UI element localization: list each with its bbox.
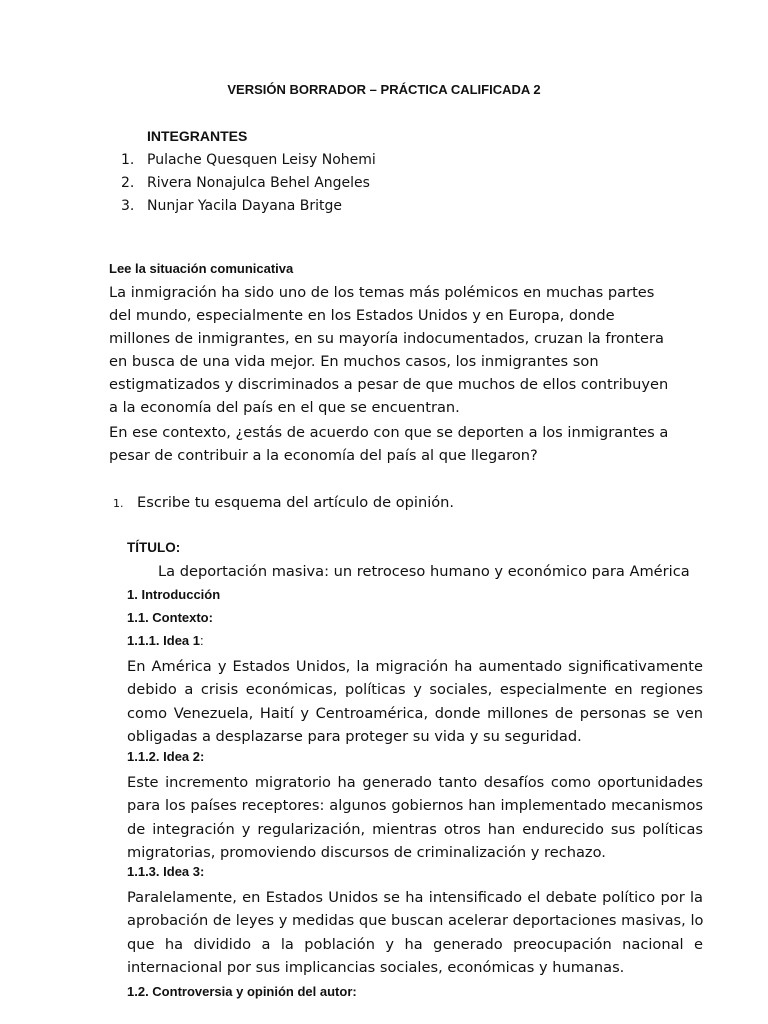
- outline-title-label: TÍTULO:: [127, 540, 181, 555]
- paragraph-line: de integración y regularización, mientras otros han endurecido sus políticas: [127, 820, 703, 838]
- paragraph-line: En América y Estados Unidos, la migración ha aumentado significativamente: [127, 658, 703, 675]
- situation-line: millones de inmigrantes, en su mayoría indocumentados, cruzan la frontera: [109, 330, 664, 347]
- section-idea-2: 1.1.2. Idea 2:: [127, 749, 205, 764]
- members-heading: INTEGRANTES: [147, 128, 248, 144]
- situation-line: En ese contexto, ¿estás de acuerdo con que se deporten a los inmigrantes a: [109, 424, 669, 441]
- question-item: [113, 494, 454, 511]
- paragraph-line: migratorias, promoviendo discursos de criminalización y rechazo.: [127, 843, 606, 861]
- question-text: Escribe tu esquema del artículo de opinión.: [137, 494, 455, 511]
- document-title: VERSIÓN BORRADOR – PRÁCTICA CALIFICADA 2: [227, 82, 541, 97]
- section-context: 1.1. Contexto:: [127, 610, 213, 625]
- situation-line: pesar de contribuir a la economía del país al que llegaron?: [109, 447, 538, 464]
- member-number: 3.: [121, 198, 135, 214]
- situation-heading: Lee la situación comunicativa: [109, 261, 294, 276]
- member-name: Rivera Nonajulca Behel Angeles: [147, 175, 370, 191]
- idea-2-paragraph: [127, 771, 703, 864]
- member-name: Nunjar Yacila Dayana Britge: [147, 198, 342, 214]
- section-introduction: 1. Introducción: [127, 587, 221, 602]
- paragraph-line: debido a crisis económicas, políticas y sociales, especialmente en regiones: [127, 681, 703, 699]
- idea-1-colon: :: [200, 633, 204, 648]
- paragraph-line: para los países receptores: algunos gobiernos han implementado mecanismos: [127, 797, 703, 815]
- situation-line: La inmigración ha sido uno de los temas más polémicos en muchas partes: [109, 284, 655, 301]
- member-item: [121, 198, 342, 214]
- member-item: [121, 175, 370, 191]
- outline-title-text: La deportación masiva: un retroceso humano y económico para América: [158, 563, 690, 580]
- idea-3-paragraph: [127, 886, 703, 979]
- member-number: 1.: [121, 152, 135, 168]
- member-number: 2.: [121, 175, 135, 191]
- idea-1-label: 1.1.1. Idea 1: [127, 633, 200, 648]
- situation-line: estigmatizados y discriminados a pesar de que muchos de ellos contribuyen: [109, 376, 669, 393]
- member-name: Pulache Quesquen Leisy Nohemi: [147, 152, 376, 168]
- paragraph-line: internacional por sus implicancias sociales, económicas y humanas.: [127, 958, 625, 976]
- paragraph-line: Este incremento migratorio ha generado tanto desafíos como oportunidades: [127, 774, 703, 791]
- idea-1-paragraph: [127, 655, 703, 748]
- section-controversy: 1.2. Controversia y opinión del autor:: [127, 984, 357, 999]
- section-idea-3: 1.1.3. Idea 3:: [127, 864, 205, 879]
- question-number: 1.: [113, 497, 124, 510]
- situation-line: del mundo, especialmente en los Estados Unidos y en Europa, donde: [109, 307, 615, 324]
- situation-line: a la economía del país en el que se encuentran.: [109, 399, 460, 416]
- paragraph-line: que ha dividido a la población y ha generado preocupación nacional e: [127, 935, 703, 953]
- paragraph-line: Paralelamente, en Estados Unidos se ha intensificado el debate político por la: [127, 889, 703, 906]
- situation-line: en busca de una vida mejor. En muchos casos, los inmigrantes son: [109, 353, 599, 370]
- paragraph-line: aprobación de leyes y medidas que buscan acelerar deportaciones masivas, lo: [127, 912, 704, 930]
- paragraph-line: como Venezuela, Haití y Centroamérica, donde millones de personas se ven: [127, 704, 703, 722]
- member-item: [121, 152, 376, 168]
- section-idea-1: [127, 633, 204, 649]
- paragraph-line: obligadas a desplazarse para proteger su vida y su seguridad.: [127, 727, 582, 745]
